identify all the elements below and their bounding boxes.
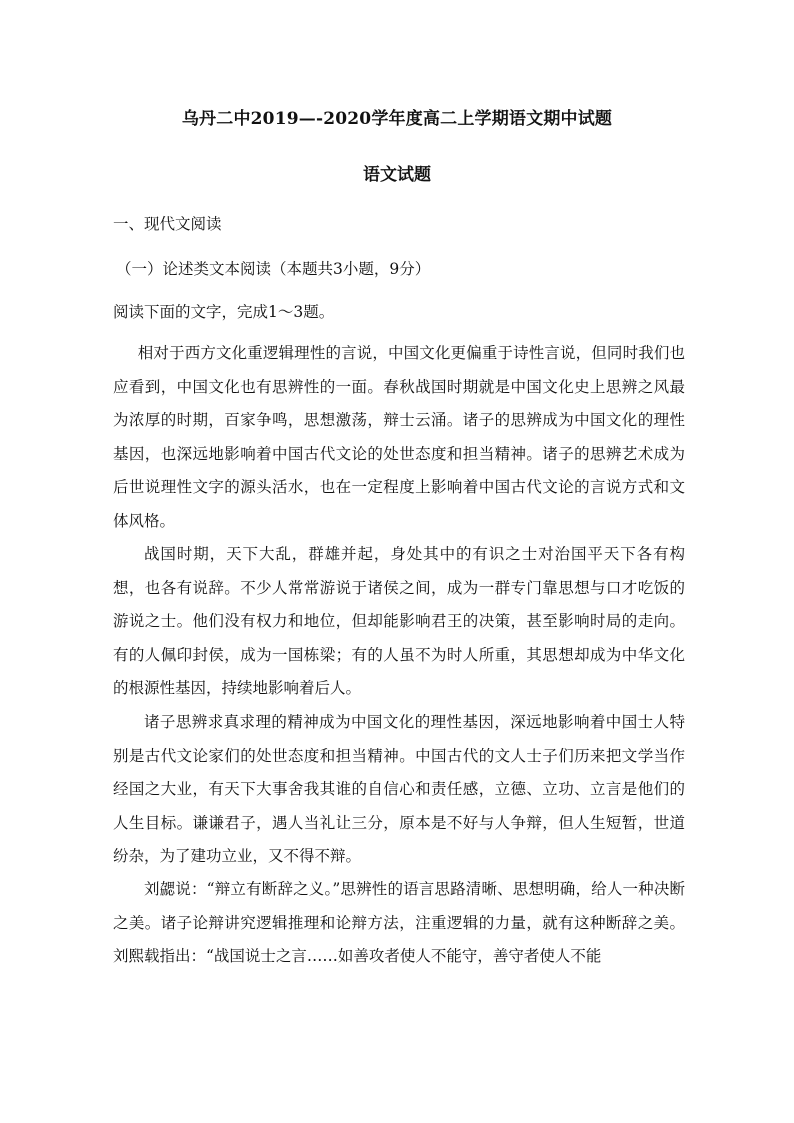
paragraph-1: [113, 337, 685, 538]
reading-instruction: 阅读下面的文字，完成1～3题。: [113, 303, 335, 321]
document-subtitle: 语文试题: [363, 165, 431, 185]
paragraph-4: [113, 873, 685, 974]
paragraph-2: [113, 538, 685, 706]
paragraph-4-text: 刘勰说：“辩立有断辞之义。”思辨性的语言思路清晰、思想明确，给人一种决断之美。诸子论辩讲究逻辑推理和论辩方法，注重逻辑的力量，就有这种断辞之美。刘熙载指出：“战国说士之言……如善攻者使人不能守，善守者使人不能: [113, 880, 685, 965]
document-title: 乌丹二中2019—-2020学年度高二上学期语文期中试题: [181, 109, 613, 129]
paragraph-2-text: 战国时期，天下大乱，群雄并起，身处其中的有识之士对治国平天下各有构想，也各有说辞。不少人常常游说于诸侯之间，成为一群专门靠思想与口才吃饭的游说之士。他们没有权力和地位，但却能影响君王的决策，甚至影响时局的走向。有的人佩印封侯，成为一国栋梁；有的人虽不为时人所重，其思想却成为中华文化的根源性基因，持续地影响着后人。: [113, 545, 685, 697]
subsection-heading: （一）论述类文本阅读（本题共3小题，9分）: [116, 260, 431, 278]
paragraph-3: [113, 706, 685, 874]
section-heading: 一、现代文阅读: [113, 215, 222, 233]
paragraph-1-text: 相对于西方文化重逻辑理性的言说，中国文化更偏重于诗性言说，但同时我们也应看到，中国文化也有思辨性的一面。春秋战国时期就是中国文化史上思辨之风最为浓厚的时期，百家争鸣，思想激荡，辩士云涌。诸子的思辨成为中国文化的理性基因，也深远地影响着中国古代文论的处世态度和担当精神。诸子的思辨艺术成为后世说理性文字的源头活水，也在一定程度上影响着中国古代文论的言说方式和文体风格。: [113, 344, 685, 530]
paragraph-3-text: 诸子思辨求真求理的精神成为中国文化的理性基因，深远地影响着中国士人特别是古代文论家们的处世态度和担当精神。中国古代的文人士子们历来把文学当作经国之大业，有天下大事舍我其谁的自信心和责任感，立德、立功、立言是他们的人生目标。谦谦君子，遇人当礼让三分，原本是不好与人争辩，但人生短暂，世道纷杂，为了建功立业，又不得不辩。: [113, 713, 685, 865]
